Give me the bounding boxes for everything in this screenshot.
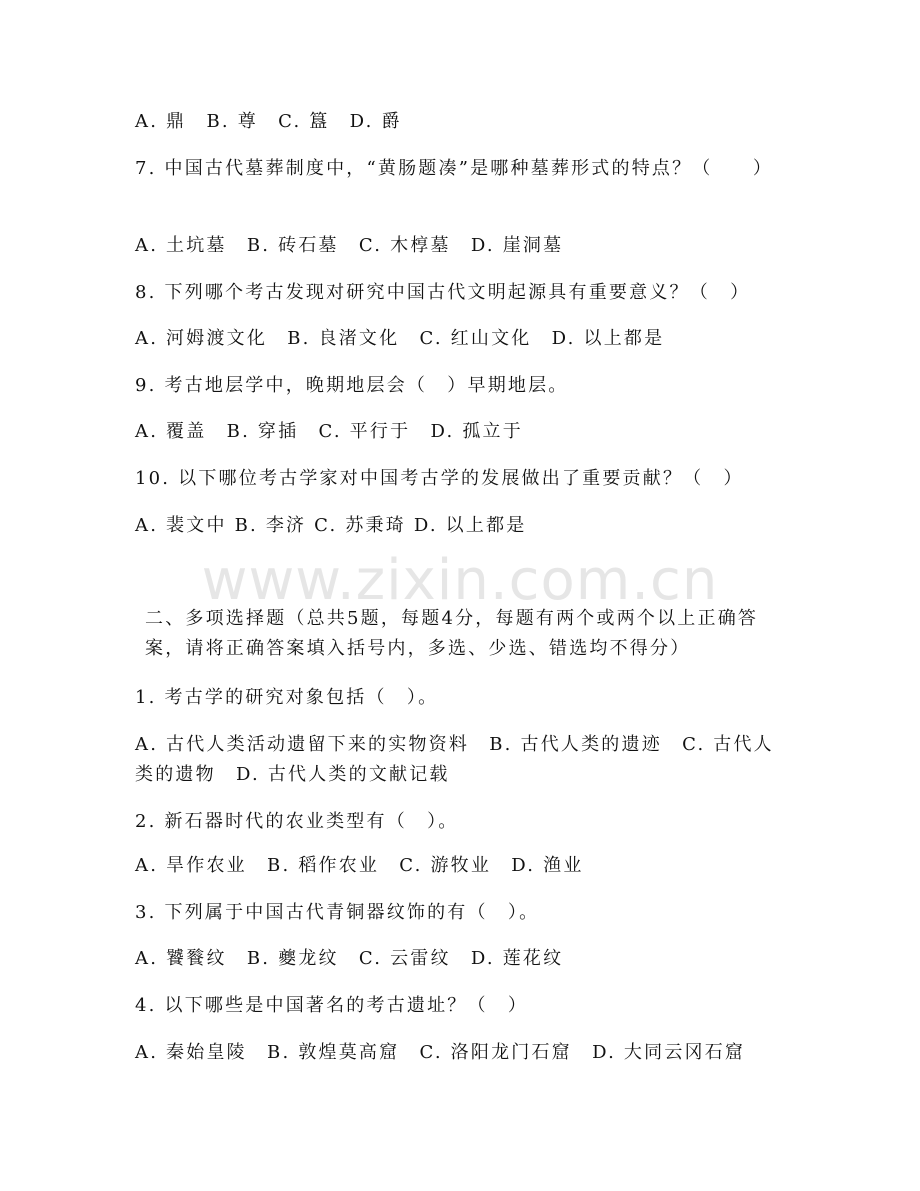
- question-9: 9. 考古地层学中，晚期地层会（ ）早期地层。: [135, 375, 569, 396]
- question-7-options: A. 土坑墓 B. 砖石墓 C. 木椁墓 D. 崖洞墓: [135, 235, 564, 256]
- question-8: 8. 下列哪个考古发现对研究中国古代文明起源具有重要意义？（ ）: [135, 282, 751, 303]
- question-10: 10. 以下哪位考古学家对中国考古学的发展做出了重要贡献？（ ）: [135, 468, 744, 489]
- question-7: 7. 中国古代墓葬制度中，“黄肠题凑”是哪种墓葬形式的特点？（ ）: [135, 158, 774, 179]
- multi-question-1-options: A. 古代人类活动遗留下来的实物资料 B. 古代人类的遗迹 C. 古代人类的遗物 D. 古代人类的文献记载: [135, 734, 774, 785]
- multi-question-2-options: A. 旱作农业 B. 稻作农业 C. 游牧业 D. 渔业: [135, 855, 584, 876]
- watermark: www.zixin.com.cn: [201, 548, 719, 613]
- multi-question-4-options: A. 秦始皇陵 B. 敦煌莫高窟 C. 洛阳龙门石窟 D. 大同云冈石窟: [135, 1042, 746, 1063]
- multi-question-1: 1. 考古学的研究对象包括（ ）。: [135, 687, 439, 708]
- multi-question-2: 2. 新石器时代的农业类型有（ ）。: [135, 811, 459, 832]
- question-8-options: A. 河姆渡文化 B. 良渚文化 C. 红山文化 D. 以上都是: [135, 328, 665, 349]
- section-2-heading: 二、多项选择题（总共5题，每题4分，每题有两个或两个以上正确答案，请将正确答案填入括号内，多选、少选、错选均不得分）: [145, 608, 759, 659]
- multi-question-3-options: A. 饕餮纹 B. 夔龙纹 C. 云雷纹 D. 莲花纹: [135, 948, 564, 969]
- question-6-options: A. 鼎 B. 尊 C. 簋 D. 爵: [135, 111, 402, 132]
- question-10-options: A. 裴文中 B. 李济 C. 苏秉琦 D. 以上都是: [135, 515, 527, 536]
- multi-question-4: 4. 以下哪些是中国著名的考古遗址？（ ）: [135, 995, 529, 1016]
- multi-question-3: 3. 下列属于中国古代青铜器纹饰的有（ ）。: [135, 902, 540, 923]
- question-9-options: A. 覆盖 B. 穿插 C. 平行于 D. 孤立于: [135, 421, 523, 442]
